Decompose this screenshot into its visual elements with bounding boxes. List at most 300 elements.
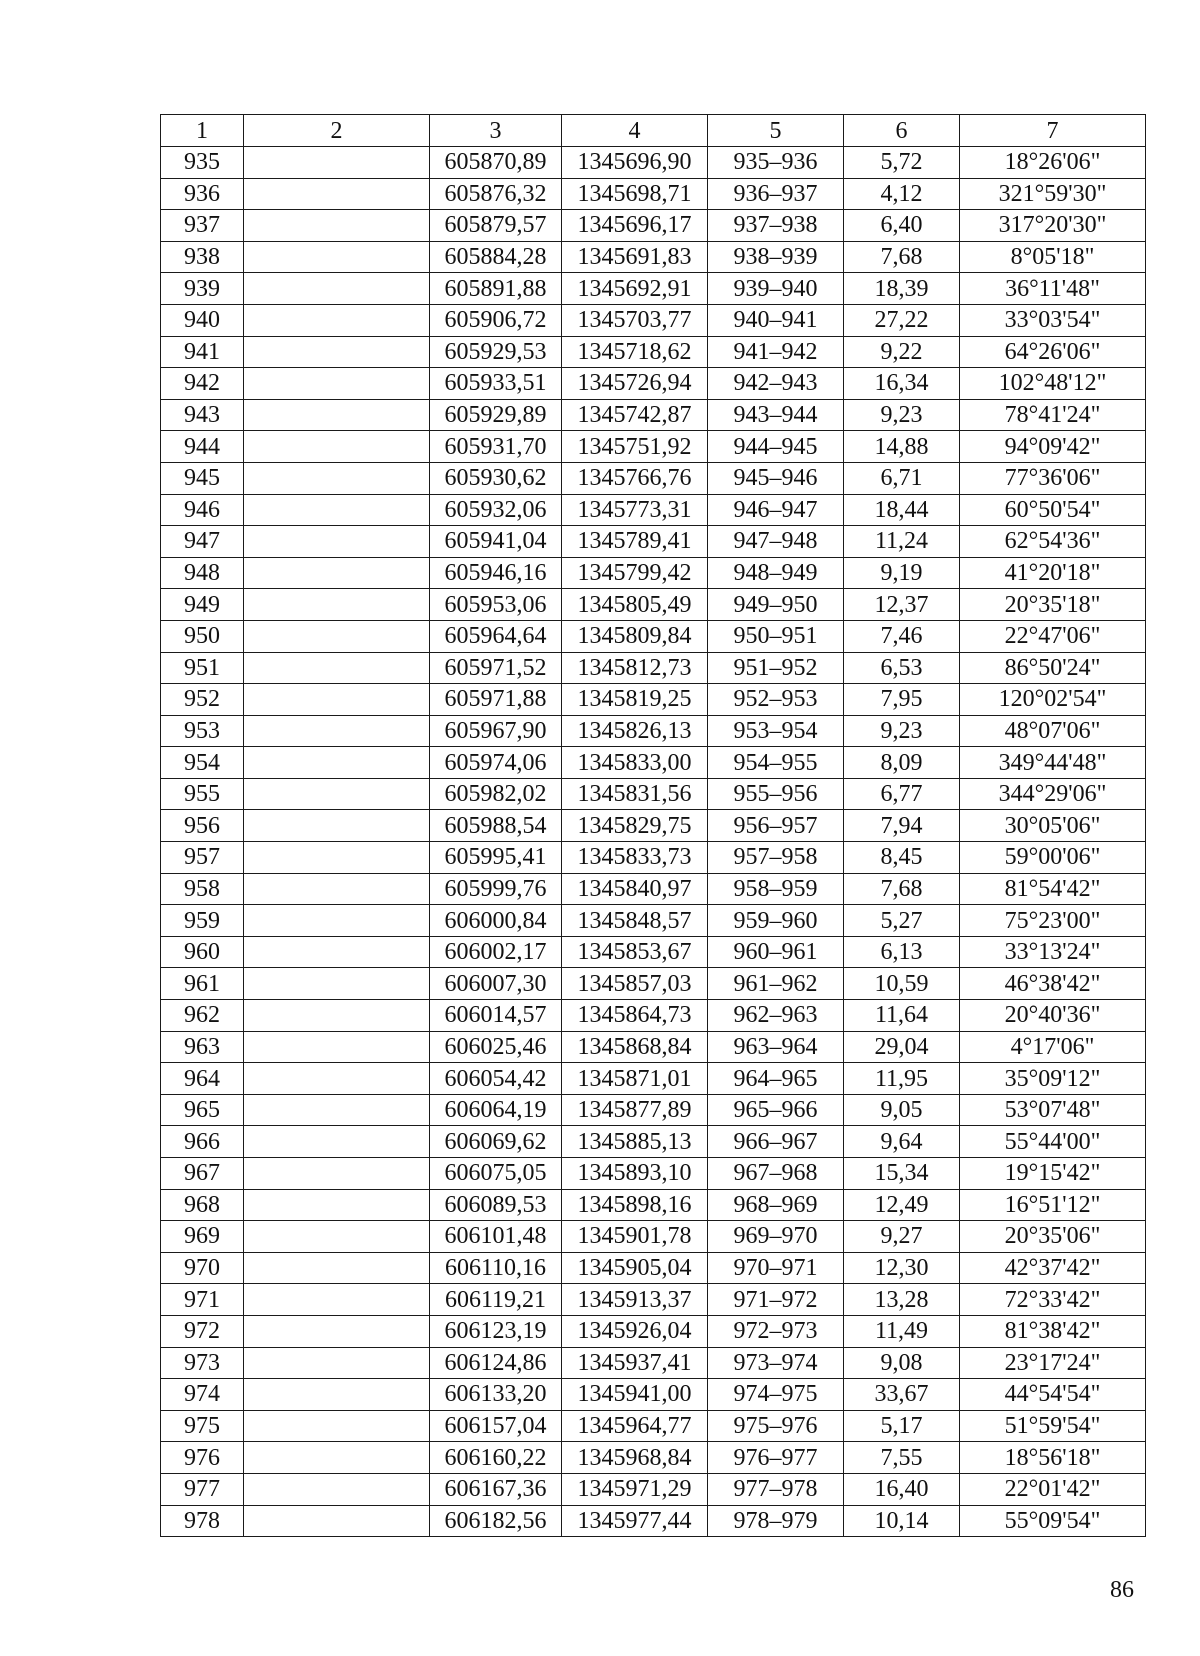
header-cell-col-4: 4: [562, 115, 708, 147]
x-coordinate-cell: 605967,90: [430, 715, 562, 747]
bearing-cell: 51°59'54": [960, 1410, 1146, 1442]
point-number-cell: 974: [161, 1379, 244, 1411]
x-coordinate-cell: 606002,17: [430, 936, 562, 968]
segment-cell: 970–971: [708, 1252, 844, 1284]
table-row: [161, 873, 1146, 905]
table-row: [161, 1000, 1146, 1032]
x-coordinate-cell: 605929,89: [430, 399, 562, 431]
segment-cell: 965–966: [708, 1094, 844, 1126]
bearing-cell: 55°09'54": [960, 1505, 1146, 1537]
table-row: [161, 589, 1146, 621]
distance-cell: 11,95: [844, 1063, 960, 1095]
segment-cell: 947–948: [708, 526, 844, 558]
x-coordinate-cell: 606110,16: [430, 1252, 562, 1284]
bearing-cell: 81°38'42": [960, 1315, 1146, 1347]
point-number-cell: 943: [161, 399, 244, 431]
description-cell: [244, 652, 430, 684]
y-coordinate-cell: 1345871,01: [562, 1063, 708, 1095]
x-coordinate-cell: 606089,53: [430, 1189, 562, 1221]
segment-cell: 948–949: [708, 557, 844, 589]
bearing-cell: 94°09'42": [960, 431, 1146, 463]
distance-cell: 16,34: [844, 368, 960, 400]
bearing-cell: 22°47'06": [960, 620, 1146, 652]
y-coordinate-cell: 1345901,78: [562, 1221, 708, 1253]
description-cell: [244, 304, 430, 336]
bearing-cell: 33°03'54": [960, 304, 1146, 336]
y-coordinate-cell: 1345898,16: [562, 1189, 708, 1221]
x-coordinate-cell: 605879,57: [430, 210, 562, 242]
y-coordinate-cell: 1345905,04: [562, 1252, 708, 1284]
y-coordinate-cell: 1345971,29: [562, 1473, 708, 1505]
description-cell: [244, 1505, 430, 1537]
segment-cell: 969–970: [708, 1221, 844, 1253]
segment-cell: 974–975: [708, 1379, 844, 1411]
segment-cell: 943–944: [708, 399, 844, 431]
header-row: [161, 115, 1146, 147]
segment-cell: 945–946: [708, 462, 844, 494]
x-coordinate-cell: 606101,48: [430, 1221, 562, 1253]
table-row: [161, 147, 1146, 179]
description-cell: [244, 1473, 430, 1505]
distance-cell: 7,95: [844, 684, 960, 716]
segment-cell: 938–939: [708, 241, 844, 273]
x-coordinate-cell: 605971,52: [430, 652, 562, 684]
table-row: [161, 968, 1146, 1000]
table-row: [161, 778, 1146, 810]
y-coordinate-cell: 1345742,87: [562, 399, 708, 431]
description-cell: [244, 1063, 430, 1095]
x-coordinate-cell: 605964,64: [430, 620, 562, 652]
description-cell: [244, 747, 430, 779]
y-coordinate-cell: 1345833,00: [562, 747, 708, 779]
distance-cell: 13,28: [844, 1284, 960, 1316]
point-number-cell: 975: [161, 1410, 244, 1442]
segment-cell: 956–957: [708, 810, 844, 842]
description-cell: [244, 147, 430, 179]
y-coordinate-cell: 1345751,92: [562, 431, 708, 463]
distance-cell: 15,34: [844, 1158, 960, 1190]
distance-cell: 7,46: [844, 620, 960, 652]
x-coordinate-cell: 606069,62: [430, 1126, 562, 1158]
x-coordinate-cell: 605995,41: [430, 842, 562, 874]
x-coordinate-cell: 605971,88: [430, 684, 562, 716]
point-number-cell: 936: [161, 178, 244, 210]
y-coordinate-cell: 1345977,44: [562, 1505, 708, 1537]
segment-cell: 963–964: [708, 1031, 844, 1063]
distance-cell: 12,49: [844, 1189, 960, 1221]
description-cell: [244, 526, 430, 558]
segment-cell: 955–956: [708, 778, 844, 810]
table-row: [161, 936, 1146, 968]
description-cell: [244, 368, 430, 400]
description-cell: [244, 684, 430, 716]
segment-cell: 951–952: [708, 652, 844, 684]
description-cell: [244, 431, 430, 463]
y-coordinate-cell: 1345703,77: [562, 304, 708, 336]
description-cell: [244, 336, 430, 368]
point-number-cell: 944: [161, 431, 244, 463]
bearing-cell: 317°20'30": [960, 210, 1146, 242]
point-number-cell: 959: [161, 905, 244, 937]
segment-cell: 952–953: [708, 684, 844, 716]
table-header: [161, 115, 1146, 147]
bearing-cell: 8°05'18": [960, 241, 1146, 273]
point-number-cell: 937: [161, 210, 244, 242]
x-coordinate-cell: 606157,04: [430, 1410, 562, 1442]
table-row: [161, 1252, 1146, 1284]
description-cell: [244, 1347, 430, 1379]
x-coordinate-cell: 606025,46: [430, 1031, 562, 1063]
bearing-cell: 48°07'06": [960, 715, 1146, 747]
distance-cell: 27,22: [844, 304, 960, 336]
distance-cell: 9,19: [844, 557, 960, 589]
x-coordinate-cell: 605953,06: [430, 589, 562, 621]
distance-cell: 5,72: [844, 147, 960, 179]
segment-cell: 960–961: [708, 936, 844, 968]
description-cell: [244, 241, 430, 273]
x-coordinate-cell: 606119,21: [430, 1284, 562, 1316]
table-row: [161, 462, 1146, 494]
y-coordinate-cell: 1345819,25: [562, 684, 708, 716]
segment-cell: 972–973: [708, 1315, 844, 1347]
y-coordinate-cell: 1345937,41: [562, 1347, 708, 1379]
distance-cell: 7,68: [844, 241, 960, 273]
segment-cell: 967–968: [708, 1158, 844, 1190]
table-row: [161, 1189, 1146, 1221]
distance-cell: 10,59: [844, 968, 960, 1000]
bearing-cell: 35°09'12": [960, 1063, 1146, 1095]
description-cell: [244, 620, 430, 652]
bearing-cell: 44°54'54": [960, 1379, 1146, 1411]
y-coordinate-cell: 1345809,84: [562, 620, 708, 652]
distance-cell: 14,88: [844, 431, 960, 463]
segment-cell: 966–967: [708, 1126, 844, 1158]
table-row: [161, 715, 1146, 747]
table-row: [161, 1284, 1146, 1316]
segment-cell: 973–974: [708, 1347, 844, 1379]
x-coordinate-cell: 606182,56: [430, 1505, 562, 1537]
bearing-cell: 78°41'24": [960, 399, 1146, 431]
segment-cell: 944–945: [708, 431, 844, 463]
segment-cell: 977–978: [708, 1473, 844, 1505]
y-coordinate-cell: 1345698,71: [562, 178, 708, 210]
point-number-cell: 956: [161, 810, 244, 842]
distance-cell: 10,14: [844, 1505, 960, 1537]
table-row: [161, 1221, 1146, 1253]
table-row: [161, 620, 1146, 652]
y-coordinate-cell: 1345833,73: [562, 842, 708, 874]
y-coordinate-cell: 1345840,97: [562, 873, 708, 905]
description-cell: [244, 936, 430, 968]
table-body: [161, 147, 1146, 1537]
header-cell-col-1: 1: [161, 115, 244, 147]
segment-cell: 942–943: [708, 368, 844, 400]
distance-cell: 18,39: [844, 273, 960, 305]
segment-cell: 946–947: [708, 494, 844, 526]
point-number-cell: 957: [161, 842, 244, 874]
distance-cell: 7,94: [844, 810, 960, 842]
point-number-cell: 961: [161, 968, 244, 1000]
table-row: [161, 526, 1146, 558]
distance-cell: 5,27: [844, 905, 960, 937]
table-row: [161, 1063, 1146, 1095]
description-cell: [244, 494, 430, 526]
segment-cell: 968–969: [708, 1189, 844, 1221]
bearing-cell: 60°50'54": [960, 494, 1146, 526]
description-cell: [244, 399, 430, 431]
header-cell-col-5: 5: [708, 115, 844, 147]
point-number-cell: 953: [161, 715, 244, 747]
x-coordinate-cell: 605930,62: [430, 462, 562, 494]
description-cell: [244, 1379, 430, 1411]
y-coordinate-cell: 1345853,67: [562, 936, 708, 968]
table-row: [161, 1031, 1146, 1063]
distance-cell: 11,49: [844, 1315, 960, 1347]
distance-cell: 6,71: [844, 462, 960, 494]
bearing-cell: 16°51'12": [960, 1189, 1146, 1221]
segment-cell: 935–936: [708, 147, 844, 179]
description-cell: [244, 1442, 430, 1474]
point-number-cell: 978: [161, 1505, 244, 1537]
distance-cell: 7,55: [844, 1442, 960, 1474]
table-row: [161, 178, 1146, 210]
distance-cell: 18,44: [844, 494, 960, 526]
point-number-cell: 967: [161, 1158, 244, 1190]
y-coordinate-cell: 1345848,57: [562, 905, 708, 937]
description-cell: [244, 842, 430, 874]
point-number-cell: 940: [161, 304, 244, 336]
y-coordinate-cell: 1345692,91: [562, 273, 708, 305]
table-row: [161, 1094, 1146, 1126]
segment-cell: 941–942: [708, 336, 844, 368]
point-number-cell: 960: [161, 936, 244, 968]
point-number-cell: 971: [161, 1284, 244, 1316]
segment-cell: 949–950: [708, 589, 844, 621]
x-coordinate-cell: 606133,20: [430, 1379, 562, 1411]
point-number-cell: 954: [161, 747, 244, 779]
point-number-cell: 976: [161, 1442, 244, 1474]
point-number-cell: 972: [161, 1315, 244, 1347]
description-cell: [244, 1221, 430, 1253]
description-cell: [244, 1158, 430, 1190]
x-coordinate-cell: 606167,36: [430, 1473, 562, 1505]
table-row: [161, 1126, 1146, 1158]
bearing-cell: 23°17'24": [960, 1347, 1146, 1379]
bearing-cell: 344°29'06": [960, 778, 1146, 810]
point-number-cell: 955: [161, 778, 244, 810]
y-coordinate-cell: 1345805,49: [562, 589, 708, 621]
bearing-cell: 102°48'12": [960, 368, 1146, 400]
description-cell: [244, 273, 430, 305]
description-cell: [244, 210, 430, 242]
x-coordinate-cell: 605929,53: [430, 336, 562, 368]
distance-cell: 9,27: [844, 1221, 960, 1253]
x-coordinate-cell: 605941,04: [430, 526, 562, 558]
distance-cell: 6,40: [844, 210, 960, 242]
segment-cell: 936–937: [708, 178, 844, 210]
table-row: [161, 336, 1146, 368]
header-cell-col-7: 7: [960, 115, 1146, 147]
description-cell: [244, 968, 430, 1000]
table-row: [161, 1379, 1146, 1411]
table-row: [161, 1473, 1146, 1505]
bearing-cell: 33°13'24": [960, 936, 1146, 968]
x-coordinate-cell: 606123,19: [430, 1315, 562, 1347]
bearing-cell: 77°36'06": [960, 462, 1146, 494]
y-coordinate-cell: 1345913,37: [562, 1284, 708, 1316]
bearing-cell: 349°44'48": [960, 747, 1146, 779]
x-coordinate-cell: 605884,28: [430, 241, 562, 273]
segment-cell: 954–955: [708, 747, 844, 779]
distance-cell: 6,53: [844, 652, 960, 684]
y-coordinate-cell: 1345941,00: [562, 1379, 708, 1411]
distance-cell: 29,04: [844, 1031, 960, 1063]
x-coordinate-cell: 605891,88: [430, 273, 562, 305]
header-cell-col-2: 2: [244, 115, 430, 147]
description-cell: [244, 810, 430, 842]
y-coordinate-cell: 1345789,41: [562, 526, 708, 558]
table-row: [161, 652, 1146, 684]
point-number-cell: 958: [161, 873, 244, 905]
table-row: [161, 494, 1146, 526]
description-cell: [244, 1252, 430, 1284]
bearing-cell: 22°01'42": [960, 1473, 1146, 1505]
table-row: [161, 431, 1146, 463]
y-coordinate-cell: 1345691,83: [562, 241, 708, 273]
x-coordinate-cell: 606054,42: [430, 1063, 562, 1095]
table-row: [161, 684, 1146, 716]
table-row: [161, 241, 1146, 273]
description-cell: [244, 1031, 430, 1063]
point-number-cell: 938: [161, 241, 244, 273]
y-coordinate-cell: 1345826,13: [562, 715, 708, 747]
point-number-cell: 951: [161, 652, 244, 684]
y-coordinate-cell: 1345926,04: [562, 1315, 708, 1347]
point-number-cell: 970: [161, 1252, 244, 1284]
page-number: 86: [1110, 1577, 1134, 1603]
point-number-cell: 962: [161, 1000, 244, 1032]
x-coordinate-cell: 605870,89: [430, 147, 562, 179]
distance-cell: 6,13: [844, 936, 960, 968]
segment-cell: 975–976: [708, 1410, 844, 1442]
point-number-cell: 973: [161, 1347, 244, 1379]
distance-cell: 4,12: [844, 178, 960, 210]
description-cell: [244, 1284, 430, 1316]
point-number-cell: 948: [161, 557, 244, 589]
bearing-cell: 86°50'24": [960, 652, 1146, 684]
table-row: [161, 368, 1146, 400]
distance-cell: 9,05: [844, 1094, 960, 1126]
x-coordinate-cell: 605932,06: [430, 494, 562, 526]
segment-cell: 976–977: [708, 1442, 844, 1474]
x-coordinate-cell: 605906,72: [430, 304, 562, 336]
y-coordinate-cell: 1345726,94: [562, 368, 708, 400]
segment-cell: 978–979: [708, 1505, 844, 1537]
bearing-cell: 64°26'06": [960, 336, 1146, 368]
distance-cell: 9,23: [844, 715, 960, 747]
y-coordinate-cell: 1345773,31: [562, 494, 708, 526]
bearing-cell: 55°44'00": [960, 1126, 1146, 1158]
y-coordinate-cell: 1345893,10: [562, 1158, 708, 1190]
y-coordinate-cell: 1345857,03: [562, 968, 708, 1000]
y-coordinate-cell: 1345696,17: [562, 210, 708, 242]
distance-cell: 33,67: [844, 1379, 960, 1411]
distance-cell: 9,08: [844, 1347, 960, 1379]
distance-cell: 6,77: [844, 778, 960, 810]
segment-cell: 937–938: [708, 210, 844, 242]
point-number-cell: 966: [161, 1126, 244, 1158]
description-cell: [244, 1315, 430, 1347]
segment-cell: 953–954: [708, 715, 844, 747]
segment-cell: 961–962: [708, 968, 844, 1000]
description-cell: [244, 1126, 430, 1158]
description-cell: [244, 1094, 430, 1126]
point-number-cell: 964: [161, 1063, 244, 1095]
segment-cell: 971–972: [708, 1284, 844, 1316]
point-number-cell: 977: [161, 1473, 244, 1505]
point-number-cell: 968: [161, 1189, 244, 1221]
table-row: [161, 810, 1146, 842]
distance-cell: 8,45: [844, 842, 960, 874]
bearing-cell: 321°59'30": [960, 178, 1146, 210]
bearing-cell: 59°00'06": [960, 842, 1146, 874]
segment-cell: 957–958: [708, 842, 844, 874]
segment-cell: 939–940: [708, 273, 844, 305]
table-row: [161, 1410, 1146, 1442]
y-coordinate-cell: 1345868,84: [562, 1031, 708, 1063]
x-coordinate-cell: 605876,32: [430, 178, 562, 210]
table-row: [161, 842, 1146, 874]
point-number-cell: 939: [161, 273, 244, 305]
x-coordinate-cell: 605946,16: [430, 557, 562, 589]
description-cell: [244, 178, 430, 210]
segment-cell: 959–960: [708, 905, 844, 937]
distance-cell: 5,17: [844, 1410, 960, 1442]
distance-cell: 11,24: [844, 526, 960, 558]
bearing-cell: 46°38'42": [960, 968, 1146, 1000]
y-coordinate-cell: 1345964,77: [562, 1410, 708, 1442]
distance-cell: 9,23: [844, 399, 960, 431]
description-cell: [244, 1000, 430, 1032]
distance-cell: 12,30: [844, 1252, 960, 1284]
description-cell: [244, 1189, 430, 1221]
table-row: [161, 747, 1146, 779]
description-cell: [244, 1410, 430, 1442]
description-cell: [244, 873, 430, 905]
bearing-cell: 20°35'18": [960, 589, 1146, 621]
point-number-cell: 963: [161, 1031, 244, 1063]
y-coordinate-cell: 1345968,84: [562, 1442, 708, 1474]
segment-cell: 964–965: [708, 1063, 844, 1095]
point-number-cell: 945: [161, 462, 244, 494]
table-row: [161, 304, 1146, 336]
table-row: [161, 1315, 1146, 1347]
point-number-cell: 949: [161, 589, 244, 621]
point-number-cell: 950: [161, 620, 244, 652]
distance-cell: 8,09: [844, 747, 960, 779]
x-coordinate-cell: 606064,19: [430, 1094, 562, 1126]
segment-cell: 962–963: [708, 1000, 844, 1032]
description-cell: [244, 778, 430, 810]
table-row: [161, 905, 1146, 937]
point-number-cell: 965: [161, 1094, 244, 1126]
bearing-cell: 36°11'48": [960, 273, 1146, 305]
x-coordinate-cell: 605982,02: [430, 778, 562, 810]
description-cell: [244, 905, 430, 937]
bearing-cell: 41°20'18": [960, 557, 1146, 589]
table-row: [161, 1505, 1146, 1537]
description-cell: [244, 589, 430, 621]
